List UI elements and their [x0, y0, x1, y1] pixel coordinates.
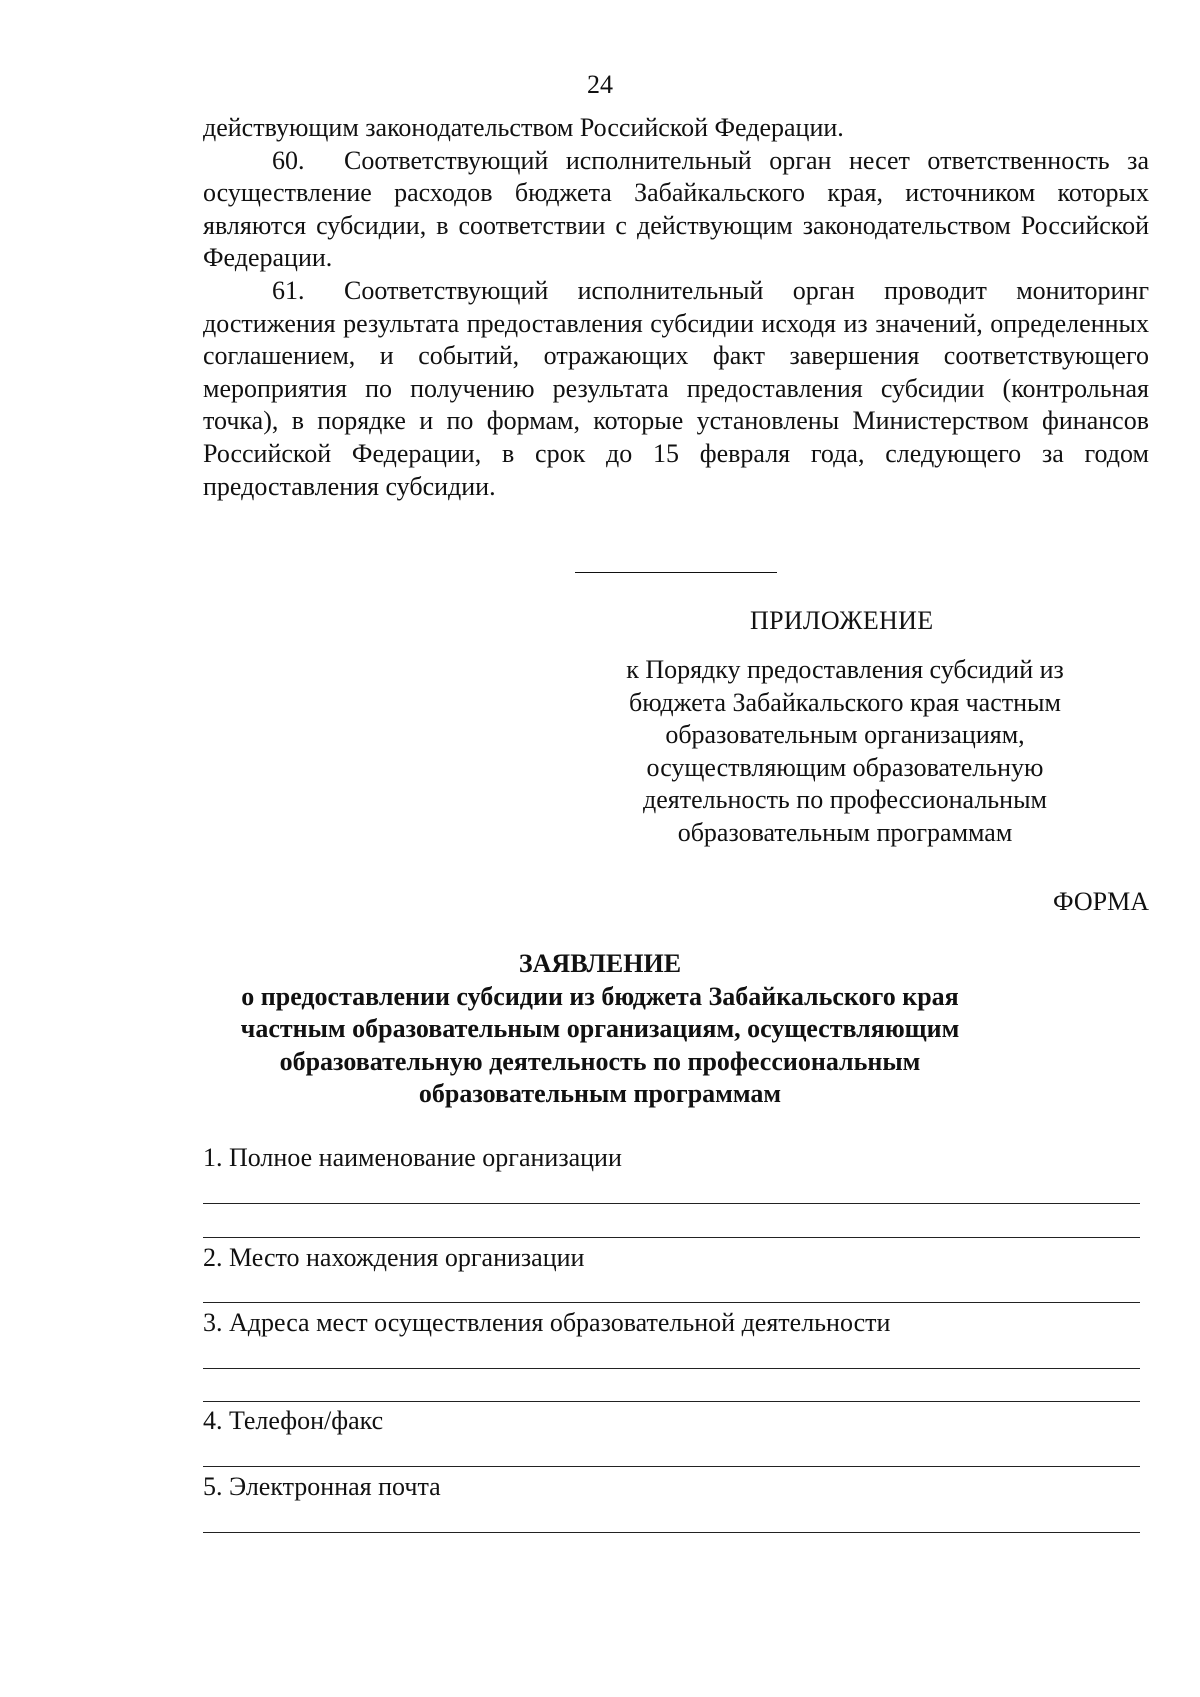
field-line-organization-name-2[interactable]	[203, 1237, 1140, 1238]
paragraph-61	[203, 275, 1149, 503]
statement-subtitle-line: образовательную деятельность по профессиональным	[279, 1046, 921, 1076]
appendix-subtitle-line: деятельность по профессиональным	[643, 785, 1047, 815]
field-label-activity-addresses: 3. Адреса мест осуществления образовательной деятельности	[203, 1308, 891, 1337]
appendix-subtitle-line: образовательным организациям,	[665, 720, 1025, 750]
field-line-email[interactable]	[203, 1532, 1140, 1533]
field-line-phone-fax[interactable]	[203, 1466, 1140, 1467]
form-label: ФОРМА	[1053, 887, 1149, 916]
field-label-phone-fax: 4. Телефон/факс	[203, 1406, 384, 1435]
paragraph-text: Соответствующий исполнительный орган несет ответственность за осуществление расходов бюджета Забайкальского края, источником которых являются субсидии, в соответствии с действующим законодательством Российской Федерации.	[203, 145, 1149, 273]
appendix-subtitle-line: бюджета Забайкальского края частным	[629, 687, 1061, 717]
field-line-activity-addresses[interactable]	[203, 1368, 1140, 1369]
field-line-organization-location[interactable]	[203, 1302, 1140, 1303]
statement-heading	[0, 948, 1200, 1111]
appendix-subtitle	[600, 654, 1090, 850]
statement-title: ЗАЯВЛЕНИЕ	[518, 949, 682, 978]
field-line-organization-name[interactable]	[203, 1203, 1140, 1204]
field-label-organization-name: 1. Полное наименование организации	[203, 1143, 622, 1172]
paragraph-number: 61.	[272, 275, 305, 305]
appendix-title: ПРИЛОЖЕНИЕ	[750, 606, 934, 635]
statement-subtitle-line: образовательным программам	[418, 1079, 782, 1109]
field-label-organization-location: 2. Место нахождения организации	[203, 1243, 585, 1272]
appendix-subtitle-line: к Порядку предоставления субсидий из	[626, 655, 1064, 684]
body-text	[203, 112, 1149, 503]
statement-subtitle-line: частным образовательным организациям, осуществляющим	[240, 1014, 960, 1044]
field-line-activity-addresses-2[interactable]	[203, 1401, 1140, 1402]
paragraph-60	[203, 145, 1149, 275]
paragraph-number: 60.	[272, 145, 305, 175]
continuation-line: действующим законодательством Российской Федерации.	[203, 113, 844, 142]
paragraph-text: Соответствующий исполнительный орган проводит мониторинг достижения результата предоставления субсидии исходя из значений, определенных соглашением, и событий, отражающих факт завершения соответствующего мероприятия по получению результата предоставления субсидии (контрольная точка), в порядке и по формам, которые установлены Министерством финансов Российской Федерации, в срок до 15 февраля года, следующего за годом предоставления субсидии.	[203, 275, 1149, 501]
statement-subtitle-line: о предоставлении субсидии из бюджета Забайкальского края	[241, 981, 959, 1011]
appendix-subtitle-line: образовательным программам	[677, 817, 1013, 847]
section-separator	[575, 572, 777, 573]
field-label-email: 5. Электронная почта	[203, 1472, 441, 1501]
appendix-subtitle-line: осуществляющим образовательную	[646, 752, 1044, 782]
page-number: 24	[587, 70, 613, 99]
